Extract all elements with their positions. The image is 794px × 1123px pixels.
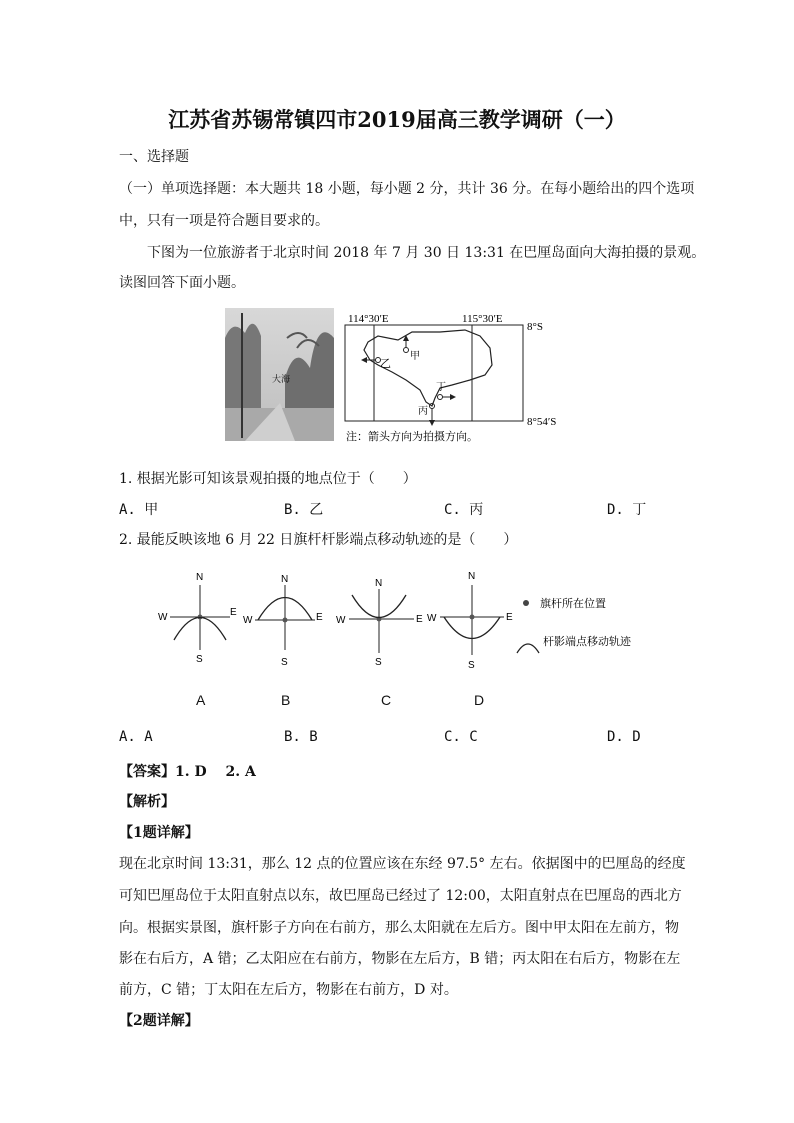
legend-track-text: 杆影端点移动轨迹 [543,636,631,648]
diagram-c [336,578,423,668]
svg-text:E: E [416,614,423,625]
flag-pole-icon [241,313,243,438]
point-bing-label: 丙 [418,406,428,417]
section-heading: 一、选择题 [119,149,189,165]
stem-line-1: 下图为一位旅游者于北京时间 2018 年 7 月 30 日 13:31 在巴厘岛面向大海拍摄的景观。 [147,245,706,261]
q2-option-c: C. C [444,729,478,745]
beach-photo [225,308,334,441]
explanation-line: 可知巴厘岛位于太阳直射点以东，故巴厘岛已经过了 12:00，太阳直射点在巴厘岛的西北方 [119,888,682,904]
q2-option-d: D. D [607,729,641,745]
latitude-label-2: 8°54′S [527,416,557,428]
instruction-line-1: （一）单项选择题：本大题共 18 小题，每小题 2 分，共计 36 分。在每小题给出的四个选项 [119,181,695,197]
bali-map [340,310,572,450]
legend-pole-text: 旗杆所在位置 [540,598,606,610]
q2-option-a: A. A [119,729,153,745]
svg-text:S: S [468,660,475,671]
sea-label: 大海 [272,375,291,385]
shadow-track-diagrams [150,565,650,680]
svg-text:E: E [230,607,237,618]
diagram-label-c: C [381,692,392,708]
detail-1-heading: 【1题详解】 [119,825,199,841]
svg-text:W: W [336,615,346,626]
question-2: 2. 最能反映该地 6 月 22 日旗杆杆影端点移动轨迹的是（ ） [119,532,518,548]
svg-text:N: N [196,572,204,583]
svg-text:W: W [158,612,168,623]
explanation-line: 前方，C 错；丁太阳在左后方，物影在右前方，D 对。 [119,982,458,998]
detail-2-heading: 【2题详解】 [119,1013,199,1029]
svg-text:E: E [506,612,513,623]
longitude-label-2: 115°30′E [462,313,503,325]
diagram-b [243,574,323,668]
analysis-heading: 【解析】 [119,794,175,810]
explanation-line: 向。根据实景图，旗杆影子方向在右前方，那么太阳就在左后方。图中甲太阳在左前方，物 [119,920,679,936]
svg-text:E: E [316,612,323,623]
diagram-label-d: D [474,692,485,708]
stem-line-2: 读图回答下面小题。 [119,275,245,291]
point-jia-icon [404,348,409,353]
q2-option-b: B. B [284,729,318,745]
q1-option-a: A. 甲 [119,502,159,518]
point-yi-label: 乙 [380,357,391,370]
diagram-label-b: B [281,692,291,708]
pole-legend-icon [523,600,529,606]
svg-text:W: W [243,615,253,626]
q1-option-b: B. 乙 [284,502,324,518]
map-note: 注：箭头方向为拍摄方向。 [346,430,478,443]
question-1: 1. 根据光影可知该景观拍摄的地点位于（ ） [119,471,417,487]
svg-text:N: N [281,574,289,585]
track-legend-icon [517,644,539,653]
point-ding-label: 丁 [436,382,446,393]
instruction-line-2: 中，只有一项是符合题目要求的。 [119,213,329,229]
explanation-line: 现在北京时间 13:31，那么 12 点的位置应该在东经 97.5° 左右。依据图中的巴厘岛的经度 [119,856,686,872]
svg-text:N: N [468,571,476,582]
svg-text:W: W [427,613,437,624]
svg-text:N: N [375,578,383,589]
point-ding-icon [438,395,443,400]
q1-option-d: D. 丁 [607,502,647,518]
diagram-d [427,571,513,671]
page-title: 江苏省苏锡常镇四市2019届高三教学调研（一） [168,107,626,132]
answer-line: 【答案】1. D 2. A [119,764,256,780]
svg-text:S: S [375,657,382,668]
diagram-a [158,572,237,665]
explanation-line: 影在右后方，A 错；乙太阳应在右前方，物影在左后方，B 错；丙太阳在右后方，物影在左 [119,951,681,967]
svg-text:S: S [196,654,203,665]
svg-text:S: S [281,657,288,668]
point-jia-label: 甲 [410,351,420,362]
latitude-label-1: 8°S [527,321,544,333]
q1-option-c: C. 丙 [444,502,484,518]
longitude-label-1: 114°30′E [348,313,389,325]
diagram-label-a: A [196,692,206,708]
